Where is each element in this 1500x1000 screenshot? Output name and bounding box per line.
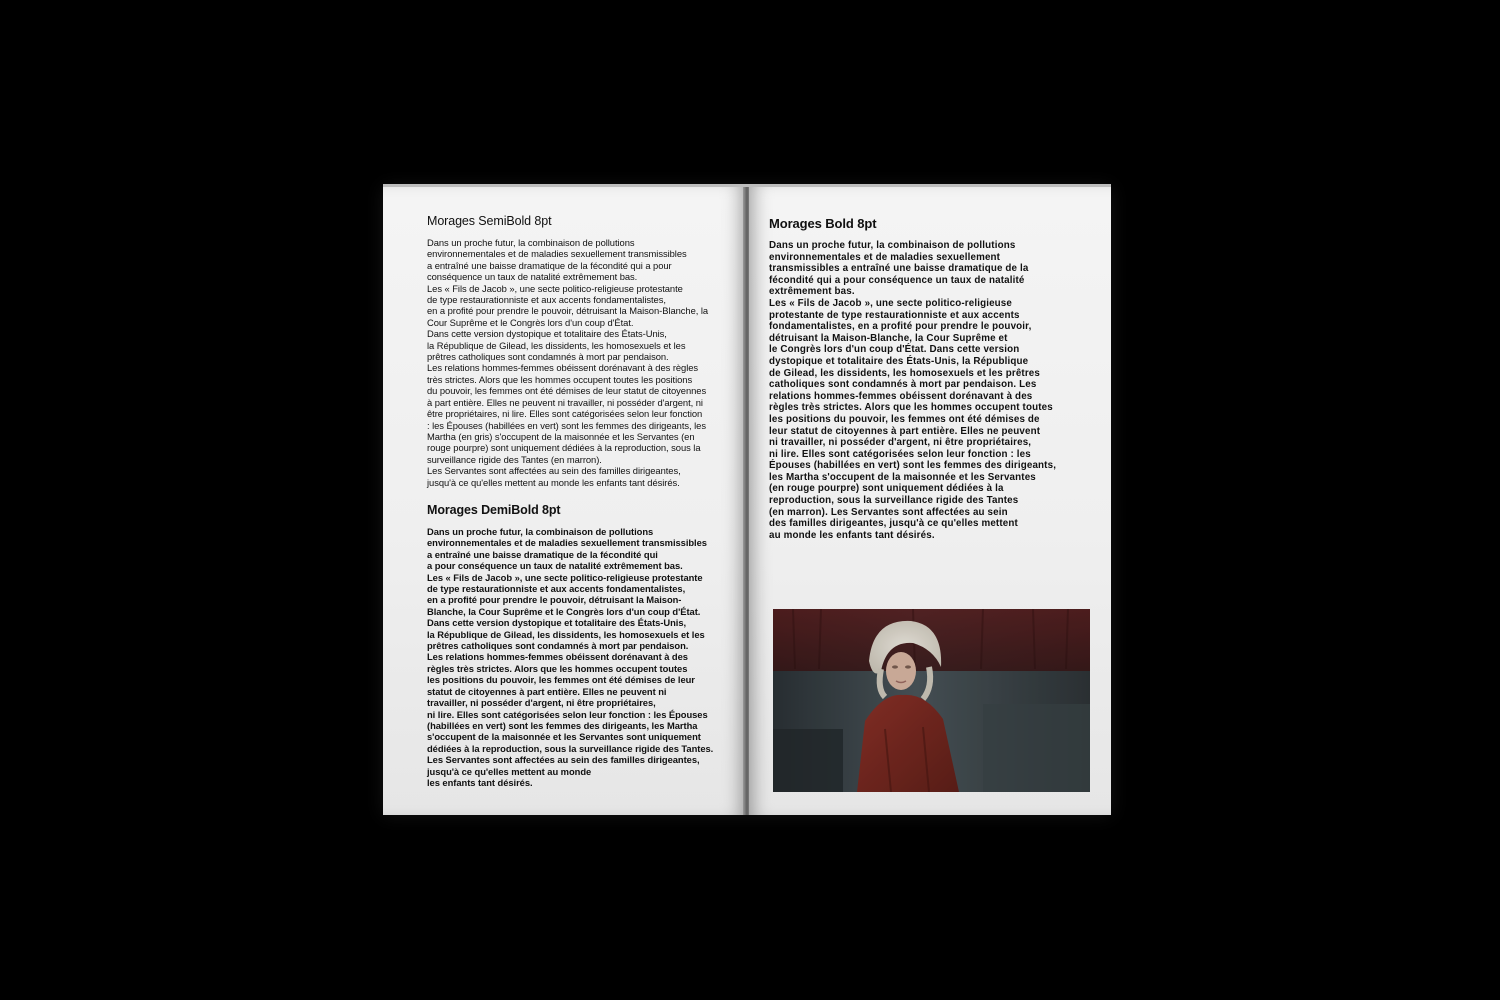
bold-line: les positions du pouvoir, les femmes ont été démises de — [769, 413, 1040, 425]
demibold-line: s'occupent de la maisonnée et les Servantes sont uniquement — [427, 731, 701, 743]
left-page — [383, 187, 745, 815]
demibold-body-text — [427, 526, 739, 788]
semibold-line: être propriétaires, ni lire. Elles sont catégorisées selon leur fonction — [427, 408, 703, 420]
semibold-body-text — [427, 237, 739, 488]
bold-line: fécondité qui a pour conséquence un taux de natalité — [769, 274, 1025, 286]
bold-body-text — [769, 240, 1105, 541]
demibold-line: les enfants tant désirés. — [427, 776, 533, 788]
semibold-line: Les Servantes sont affectées au sein des familles dirigeantes, — [427, 465, 681, 477]
bold-line: Les « Fils de Jacob », une secte politico-religieuse — [769, 297, 1013, 309]
bold-line: règles très strictes. Alors que les hommes occupent toutes — [769, 402, 1053, 414]
semibold-line: en a profité pour prendre le pouvoir, détruisant la Maison-Blanche, la — [427, 305, 709, 317]
bold-line: dystopique et totalitaire des États-Unis, la République — [769, 355, 1029, 367]
bold-line: relations hommes-femmes obéissent dorénavant à des — [769, 390, 1033, 402]
demibold-line: Les « Fils de Jacob », une secte politico-religieuse protestante — [427, 571, 703, 583]
bold-line: leur statut de citoyennes à part entière. Elles ne peuvent — [769, 425, 1041, 437]
bold-line: protestante de type restaurationniste et aux accents — [769, 309, 1020, 321]
bold-line: catholiques sont condamnés à mort par pendaison. Les — [769, 379, 1037, 391]
demibold-heading: Morages DemiBold 8pt — [427, 503, 561, 517]
semibold-line: très strictes. Alors que les hommes occupent toutes les positions — [427, 373, 693, 385]
demibold-line: en a profité pour prendre le pouvoir, détruisant la Maison- — [427, 594, 682, 606]
demibold-line: les positions du pouvoir, les femmes ont été démises de leur — [427, 674, 695, 686]
demibold-line: statut de citoyennes à part entière. Elles ne peuvent ni — [427, 685, 667, 697]
semibold-heading: Morages SemiBold 8pt — [427, 214, 552, 228]
demibold-line: prêtres catholiques sont condamnés à mort par pendaison. — [427, 640, 689, 652]
bold-line: ni travailler, ni posséder d'argent, ni être propriétaires, — [769, 437, 1032, 449]
right-page — [749, 187, 1111, 815]
semibold-line: Les relations hommes-femmes obéissent dorénavant à des règles — [427, 362, 699, 374]
demibold-line: de type restaurationniste et aux accents fondamentalistes, — [427, 583, 686, 595]
semibold-line: de type restaurationniste et aux accents fondamentalistes, — [427, 294, 666, 306]
bold-line: détruisant la Maison-Blanche, la Cour Suprême et — [769, 332, 1008, 344]
bold-line: reproduction, sous la surveillance rigide des Tantes — [769, 495, 1019, 507]
bold-line: de Gilead, les dissidents, les homosexuels et les prêtres — [769, 367, 1040, 379]
demibold-line: a pour conséquence un taux de natalité extrêmement bas. — [427, 560, 683, 572]
demibold-line: Dans cette version dystopique et totalitaire des États-Unis, — [427, 617, 687, 629]
demibold-line: a entraîné une baisse dramatique de la fécondité qui — [427, 548, 658, 560]
bold-line: extrêmement bas. — [769, 286, 855, 298]
demibold-line: règles très strictes. Alors que les hommes occupent toutes — [427, 662, 688, 674]
bold-line: (en marron). Les Servantes sont affectées au sein — [769, 506, 1008, 518]
semibold-line: Dans un proche futur, la combinaison de pollutions — [427, 237, 635, 248]
semibold-line: surveillance rigide des Tantes (en marron). — [427, 453, 602, 465]
handmaid-photo — [773, 609, 1090, 792]
demibold-line: Dans un proche futur, la combinaison de pollutions — [427, 526, 654, 537]
bold-line: les Martha s'occupent de la maisonnée et les Servantes — [769, 471, 1036, 483]
semibold-line: : les Épouses (habillées en vert) sont les femmes des dirigeants, les — [427, 419, 706, 431]
bold-line: Dans un proche futur, la combinaison de pollutions — [769, 240, 1016, 251]
semibold-line: Les « Fils de Jacob », une secte politico-religieuse protestante — [427, 282, 683, 294]
semibold-line: du pouvoir, les femmes ont été démises de leur statut de citoyennes — [427, 385, 707, 397]
semibold-line: conséquence un taux de natalité extrêmement bas. — [427, 271, 638, 283]
demibold-line: ni lire. Elles sont catégorisées selon leur fonction : les Épouses — [427, 708, 708, 720]
bold-line: Épouses (habillées en vert) sont les femmes des dirigeants, — [769, 460, 1057, 472]
demibold-line: jusqu'à ce qu'elles mettent au monde — [427, 765, 592, 777]
open-booklet — [383, 187, 1111, 815]
bold-line: transmissibles a entraîné une baisse dramatique de la — [769, 263, 1029, 275]
bold-line: ni lire. Elles sont catégorisées selon leur fonction : les — [769, 448, 1031, 460]
bold-line: au monde les enfants tant désirés. — [769, 529, 935, 541]
semibold-line: a entraîné une baisse dramatique de la fécondité qui a pour — [427, 259, 672, 271]
semibold-specimen — [427, 214, 739, 488]
semibold-line: Martha (en gris) s'occupent de la maisonnée et les Servantes (en — [427, 430, 695, 442]
semibold-line: prêtres catholiques sont condamnés à mort par pendaison. — [427, 351, 669, 363]
demibold-line: la République de Gilead, les dissidents, les homosexuels et les — [427, 628, 705, 640]
semibold-line: à part entière. Elles ne peuvent ni travailler, ni posséder d'argent, ni — [427, 396, 703, 408]
semibold-line: rouge pourpre) sont uniquement dédiées à la reproduction, sous la — [427, 442, 701, 454]
bold-line: des familles dirigeantes, jusqu'à ce qu'elles mettent — [769, 518, 1018, 530]
demibold-line: travailler, ni posséder d'argent, ni être propriétaires, — [427, 697, 656, 709]
bold-line: environnementales et de maladies sexuellement — [769, 251, 1001, 263]
demibold-line: environnementales et de maladies sexuellement transmissibles — [427, 537, 707, 549]
demibold-specimen — [427, 503, 739, 788]
demibold-line: (habillées en vert) sont les femmes des dirigeants, les Martha — [427, 719, 698, 731]
semibold-line: jusqu'à ce qu'elles mettent au monde les enfants tant désirés. — [427, 476, 680, 488]
bold-line: le Congrès lors d'un coup d'État. Dans cette version — [769, 344, 1020, 356]
bold-heading: Morages Bold 8pt — [769, 216, 877, 231]
semibold-line: la République de Gilead, les dissidents, les homosexuels et les — [427, 339, 686, 351]
demibold-line: Les relations hommes-femmes obéissent dorénavant à des — [427, 651, 688, 663]
bold-specimen — [769, 216, 1105, 541]
bold-line: (en rouge pourpre) sont uniquement dédiées à la — [769, 483, 1004, 495]
demibold-line: Les Servantes sont affectées au sein des familles dirigeantes, — [427, 754, 700, 766]
handmaid-illustration — [773, 609, 1090, 792]
semibold-line: Dans cette version dystopique et totalitaire des États-Unis, — [427, 328, 667, 340]
demibold-line: Blanche, la Cour Suprême et le Congrès lors d'un coup d'État. — [427, 605, 701, 617]
semibold-line: Cour Suprême et le Congrès lors d'un coup d'État. — [427, 316, 634, 328]
semibold-line: environnementales et de maladies sexuellement transmissibles — [427, 248, 687, 260]
demibold-line: dédiées à la reproduction, sous la surveillance rigide des Tantes. — [427, 742, 714, 754]
bold-line: fondamentalistes, en a profité pour prendre le pouvoir, — [769, 321, 1032, 333]
